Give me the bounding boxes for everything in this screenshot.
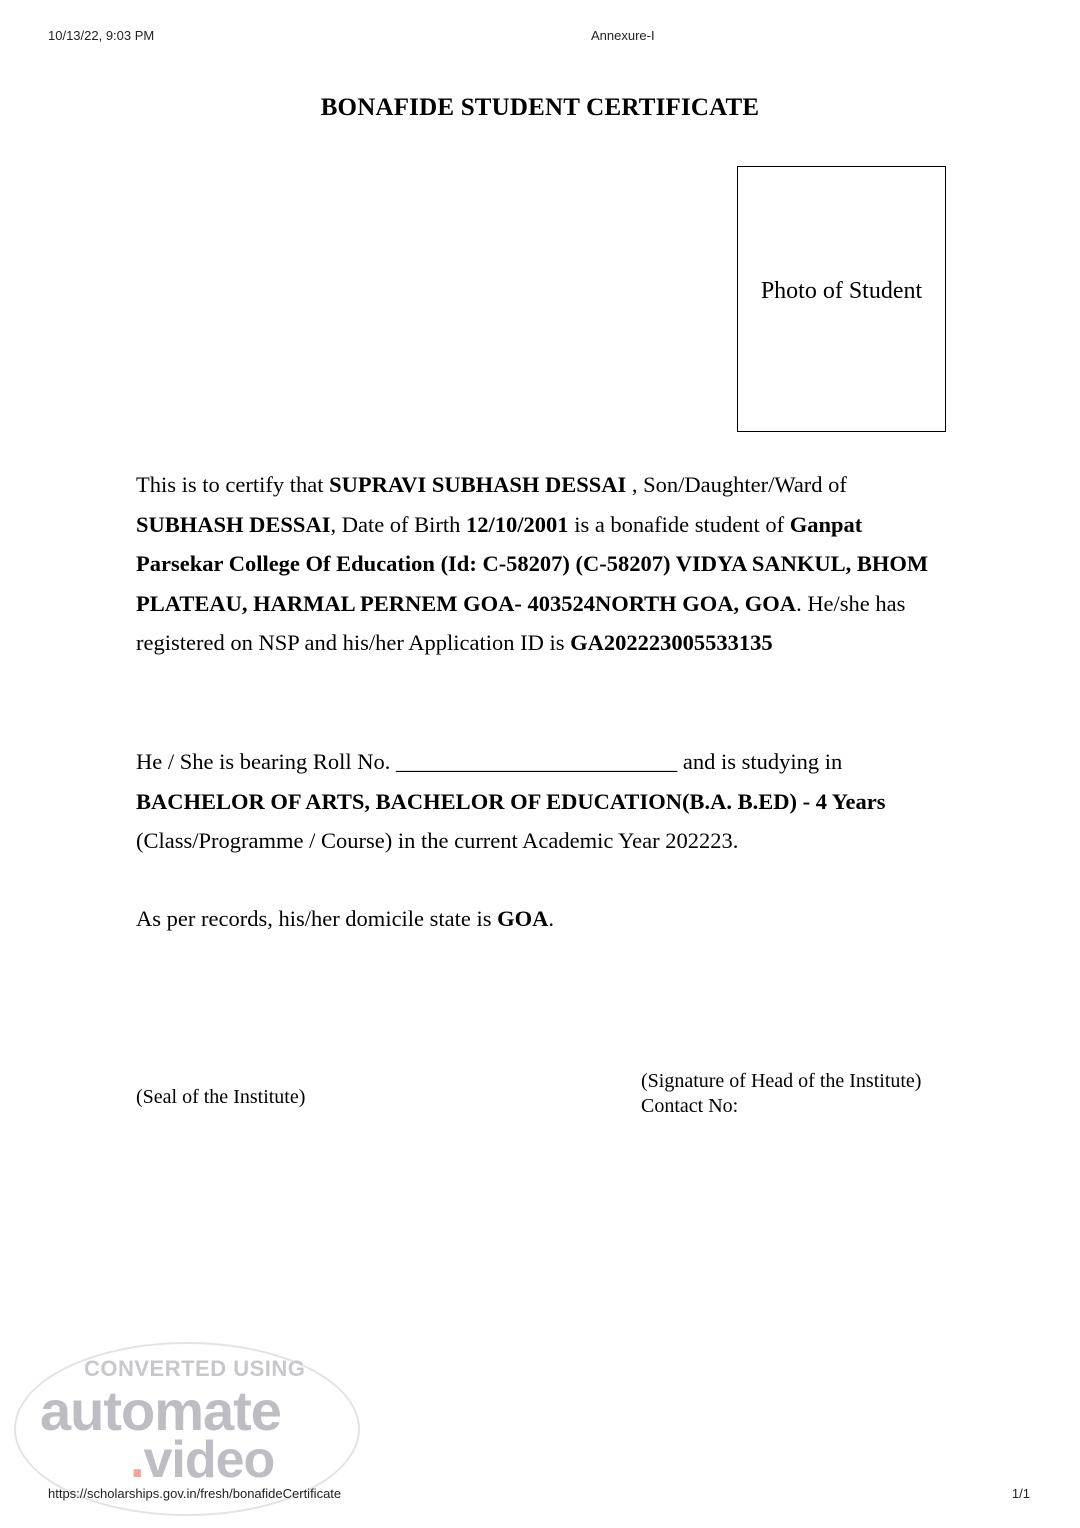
watermark-text-brand: automate (40, 1379, 281, 1442)
institute-name: Ganpat Parsekar College Of Education (Id: C-58207) (C-58207) VIDYA SANKUL, BHOM PLATEAU, HARMAL PERNEM GOA- 403524NORTH GOA, GOA (136, 511, 929, 616)
print-url: https://scholarships.gov.in/fresh/bonafideCertificate (48, 1486, 342, 1501)
p3-text-2: . (548, 906, 555, 931)
print-page-number: 1/1 (1011, 1486, 1030, 1501)
watermark-text-top: CONVERTED USING (84, 1356, 306, 1381)
student-name: SUPRAVI SUBHASH DESSAI (329, 472, 627, 497)
domicile-paragraph (136, 899, 936, 939)
application-id: GA202223005533135 (570, 630, 773, 655)
signature-block (641, 1069, 921, 1119)
p1-text-4: is a bonafide student of (568, 511, 790, 537)
date-of-birth: 12/10/2001 (466, 511, 569, 537)
contact-label: Contact No: (641, 1095, 739, 1117)
p1-text-5: . He/she has registered on NSP and his/her Application ID is (136, 590, 906, 655)
course-paragraph (136, 742, 936, 861)
certification-paragraph (136, 465, 936, 663)
domicile-state: GOA (497, 906, 549, 931)
p1-text-1: This is to certify that (136, 472, 330, 497)
watermark-text-suffix (130, 1430, 274, 1490)
signature-label: (Signature of Head of the Institute) (641, 1070, 922, 1092)
p2-text-1: He / She is bearing Roll No. _________________________ and is studying in (136, 749, 843, 774)
watermark-video: video (143, 1431, 275, 1489)
print-doc-title: Annexure-I (591, 28, 655, 43)
course-name: BACHELOR OF ARTS, BACHELOR OF EDUCATION(B.A. B.ED) - 4 Years (136, 788, 886, 814)
p1-text-3: , Date of Birth (330, 511, 467, 537)
p1-text-2: , Son/Daughter/Ward of (626, 472, 847, 497)
watermark-dot: . (130, 1431, 144, 1489)
photo-placeholder (737, 166, 946, 432)
print-datetime: 10/13/22, 9:03 PM (48, 28, 155, 43)
photo-label: Photo of Student (760, 277, 923, 304)
seal-label: (Seal of the Institute) (136, 1086, 306, 1108)
p3-text-1: As per records, his/her domicile state is (136, 906, 498, 931)
parent-name: SUBHASH DESSAI (136, 511, 331, 537)
certificate-title: BONAFIDE STUDENT CERTIFICATE (320, 94, 760, 121)
p2-text-2: (Class/Programme / Course) in the current Academic Year 202223. (136, 828, 739, 853)
